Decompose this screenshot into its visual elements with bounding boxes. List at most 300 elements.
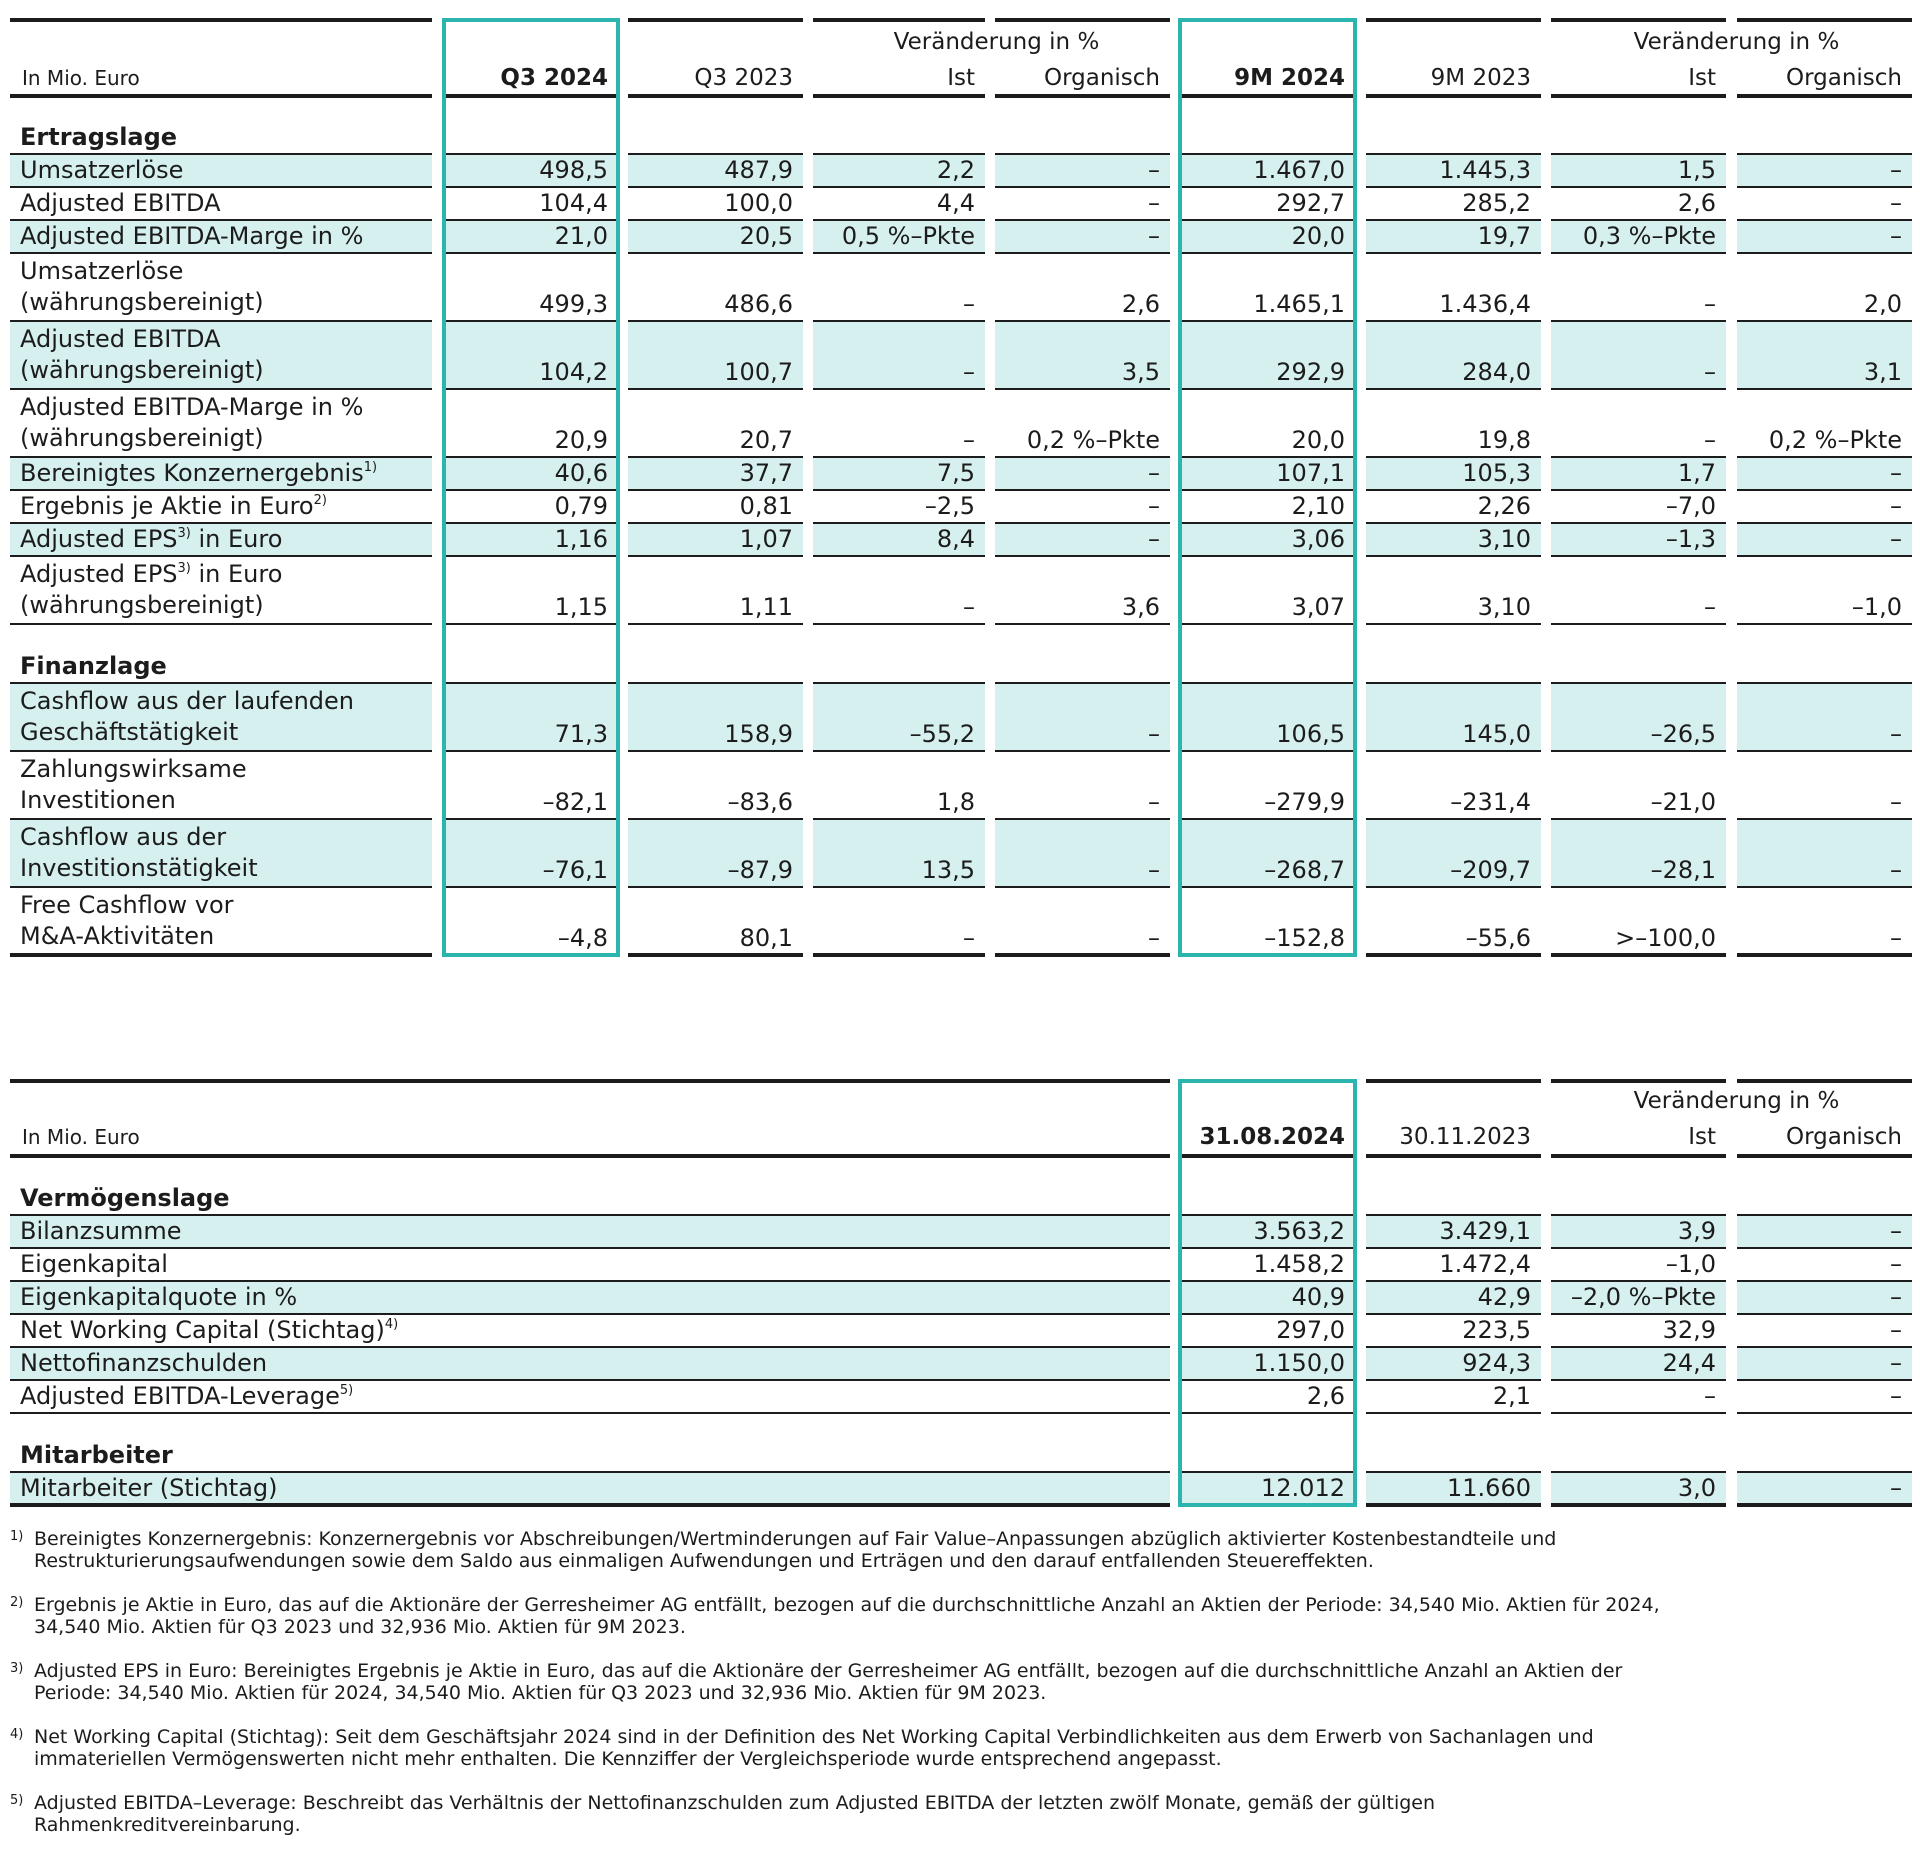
- row-value-cell: 104,2: [444, 322, 618, 388]
- row-value-cell: –2,5: [924, 492, 975, 520]
- row-value-cell: 0,3 %–Pkte: [1551, 221, 1726, 252]
- footnote-marker: 4): [10, 1727, 24, 1742]
- row-value-cell: –: [995, 684, 1170, 750]
- row-label-suffix: in Euro: [190, 525, 283, 553]
- row-value-cell: 1,16: [444, 524, 618, 555]
- table-bottom-rule: [1366, 1503, 1541, 1507]
- row-value-cell: 24,4: [1551, 1348, 1726, 1379]
- row-rule: [1551, 1412, 1726, 1414]
- col-header-9m-2023: 9M 2023: [1430, 65, 1531, 91]
- table-top-rule: [10, 18, 432, 22]
- row-value-cell: –: [1890, 189, 1902, 217]
- row-value-cell: 3,1: [1737, 322, 1912, 388]
- row-label-line: [20, 754, 432, 785]
- col-group-change-percent: Veränderung in %: [893, 29, 1100, 55]
- row-label-text: Eigenkapitalquote in %: [20, 1283, 298, 1311]
- row-value-cell: 4,4: [936, 189, 975, 217]
- footnote: [10, 1528, 1910, 1572]
- footnote-text-line: 34,540 Mio. Aktien für Q3 2023 und 32,936 Mio. Aktien für 9M 2023.: [34, 1616, 686, 1638]
- row-value-cell: 3,5: [995, 322, 1170, 388]
- row-value-cell: –: [963, 593, 975, 621]
- row-label: [10, 458, 432, 489]
- row-value-cell: –2,0 %–Pkte: [1551, 1282, 1726, 1313]
- row-label-line: [20, 458, 432, 489]
- table-bottom-rule: [1551, 953, 1726, 957]
- footnote-text-line: Adjusted EBITDA–Leverage: Beschreibt das Verhältnis der Nettofinanzschulden zum Adjusted EBITDA der letzten zwölf Monate, gemäß der gültigen: [34, 1792, 1436, 1814]
- row-label-text: Umsatzerlöse: [20, 257, 184, 285]
- row-value-cell: 40,9: [1180, 1282, 1355, 1313]
- footnote-text-line: Ergebnis je Aktie in Euro, das auf die Aktionäre der Gerresheimer AG entfällt, bezogen auf die durchschnittliche Anzahl an Aktien der Periode: 34,540 Mio. Aktien für 2024,: [34, 1594, 1660, 1616]
- row-value-cell: 21,0: [444, 221, 618, 252]
- row-rule: [1551, 623, 1726, 625]
- row-value-cell: 499,3: [539, 290, 608, 318]
- header-bottom-rule: [995, 94, 1170, 98]
- row-label-text: Bilanzsumme: [20, 1217, 182, 1245]
- row-value-cell: –: [1737, 820, 1912, 886]
- row-value-cell: 297,0: [1276, 1316, 1345, 1344]
- row-label-line: [20, 155, 432, 186]
- header-bottom-rule: [1180, 1154, 1355, 1158]
- table-top-rule: [10, 1079, 1170, 1083]
- row-label-text: Adjusted EBITDA-Marge in %: [20, 222, 364, 250]
- row-value-cell: 158,9: [628, 684, 803, 750]
- row-label-line: [20, 524, 432, 555]
- header-bottom-rule: [1737, 94, 1912, 98]
- table-top-rule: [1366, 1079, 1541, 1083]
- row-label-line-2: Investitionen: [20, 786, 176, 814]
- row-label-text: Adjusted EBITDA: [20, 189, 221, 217]
- table-bottom-rule: [1366, 953, 1541, 957]
- table-top-rule: [1551, 1079, 1726, 1083]
- row-value-cell: 292,7: [1276, 189, 1345, 217]
- row-value-cell: 32,9: [1662, 1316, 1716, 1344]
- row-value-cell: 1,8: [936, 788, 975, 816]
- row-value-cell: 11.660: [1366, 1473, 1541, 1504]
- row-value-cell: 3,6: [1121, 593, 1160, 621]
- table-bottom-rule: [1737, 953, 1912, 957]
- footnote-ref: 2): [313, 493, 327, 508]
- row-label-text: Nettofinanzschulden: [20, 1349, 268, 1377]
- row-label: [10, 1282, 1170, 1313]
- row-value-cell: –268,7: [1180, 820, 1355, 886]
- row-value-cell: 1,7: [1551, 458, 1726, 489]
- row-value-cell: 71,3: [444, 684, 618, 750]
- row-value-cell: –: [1737, 524, 1912, 555]
- row-value-cell: 1.472,4: [1439, 1250, 1531, 1278]
- header-bottom-rule: [444, 94, 618, 98]
- row-label: [10, 820, 432, 886]
- row-value-cell: –152,8: [1264, 924, 1345, 952]
- row-value-cell: –231,4: [1450, 788, 1531, 816]
- row-value-cell: –83,6: [727, 788, 793, 816]
- row-label-text: Adjusted EBITDA: [20, 325, 221, 353]
- row-value-cell: 2,6: [1677, 189, 1716, 217]
- row-value-cell: 3,9: [1551, 1216, 1726, 1247]
- col-header-9m-2024: 9M 2024: [1234, 65, 1345, 91]
- row-label-text: Umsatzerlöse: [20, 156, 184, 184]
- row-label-text: Cashflow aus der laufenden: [20, 687, 355, 715]
- col-header-ist: Ist: [947, 65, 975, 91]
- row-value-cell: –28,1: [1551, 820, 1726, 886]
- row-label-line: [20, 256, 432, 287]
- row-value-cell: 1,5: [1551, 155, 1726, 186]
- row-label: [10, 155, 432, 186]
- row-value-cell: –76,1: [444, 820, 618, 886]
- row-label-text: Cashflow aus der: [20, 823, 227, 851]
- row-value-cell: 0,79: [554, 492, 608, 520]
- row-label-line-2: Geschäftstätigkeit: [20, 718, 239, 746]
- row-value-cell: 13,5: [813, 820, 985, 886]
- row-value-cell: –: [1737, 684, 1912, 750]
- row-label: [10, 390, 432, 456]
- footnote-ref: 5): [339, 1383, 354, 1398]
- row-value-cell: –: [995, 524, 1170, 555]
- row-label: [10, 1381, 1170, 1412]
- row-rule: [444, 954, 618, 956]
- col-group-change-percent: Veränderung in %: [1633, 29, 1840, 55]
- row-label-line: [20, 491, 432, 522]
- row-label-line: [20, 324, 432, 355]
- row-value-cell: –: [1737, 1348, 1912, 1379]
- row-value-cell: 100,7: [628, 322, 803, 388]
- row-value-cell: 0,81: [739, 492, 793, 520]
- row-value-cell: 3.563,2: [1180, 1216, 1355, 1247]
- row-value-cell: 1,15: [554, 593, 608, 621]
- row-value-cell: 292,9: [1180, 322, 1355, 388]
- row-value-cell: 285,2: [1462, 189, 1531, 217]
- row-value-cell: 2,1: [1492, 1382, 1531, 1410]
- row-value-cell: –1,0: [1851, 593, 1902, 621]
- row-value-cell: 2,6: [1306, 1382, 1345, 1410]
- table-top-rule: [1551, 18, 1726, 22]
- row-label-suffix: in Euro: [190, 560, 283, 588]
- col-header-date-prior: 30.11.2023: [1399, 1124, 1531, 1150]
- row-value-cell: –7,0: [1665, 492, 1716, 520]
- row-value-cell: –: [1890, 1382, 1902, 1410]
- col-group-change-percent: Veränderung in %: [1633, 1088, 1840, 1114]
- row-label-text: Adjusted EPS: [20, 560, 178, 588]
- row-value-cell: 284,0: [1366, 322, 1541, 388]
- row-label: [10, 491, 432, 522]
- row-value-cell: 19,7: [1366, 221, 1541, 252]
- table-bottom-rule: [10, 1503, 1170, 1507]
- row-label-line: [20, 392, 432, 423]
- row-value-cell: 1.467,0: [1180, 155, 1355, 186]
- row-value-cell: –279,9: [1264, 788, 1345, 816]
- footnote-text-line: Restrukturierungsaufwendungen sowie dem Saldo aus einmaligen Aufwendungen und Erträgen und den darauf entfallenden Steuereffekten.: [34, 1550, 1374, 1572]
- row-value-cell: 106,5: [1180, 684, 1355, 750]
- row-value-cell: 3,06: [1180, 524, 1355, 555]
- row-label-text: Bereinigtes Konzernergebnis: [20, 459, 364, 487]
- row-value-cell: 8,4: [813, 524, 985, 555]
- col-header-q3-2024: Q3 2024: [500, 65, 608, 91]
- table-top-rule: [813, 18, 985, 22]
- row-value-cell: –21,0: [1650, 788, 1716, 816]
- row-label-text: Adjusted EBITDA-Marge in %: [20, 393, 364, 421]
- footnote: [10, 1792, 1910, 1836]
- row-label-text: Adjusted EPS: [20, 525, 178, 553]
- row-label: [10, 221, 432, 252]
- row-label-line-2: (währungsbereinigt): [20, 424, 264, 452]
- footnote-ref: 3): [177, 561, 191, 576]
- col-header-ist: Ist: [1688, 65, 1716, 91]
- row-value-cell: –: [963, 924, 975, 952]
- row-label: [10, 752, 432, 818]
- row-value-cell: 0,2 %–Pkte: [1768, 426, 1902, 454]
- row-value-cell: –: [1890, 1250, 1902, 1278]
- table-bottom-rule: [995, 953, 1170, 957]
- row-label-text: Ergebnis je Aktie in Euro: [20, 492, 314, 520]
- row-value-cell: 19,8: [1477, 426, 1531, 454]
- row-value-cell: 3,0: [1551, 1473, 1726, 1504]
- row-value-cell: 1.436,4: [1439, 290, 1531, 318]
- row-value-cell: –1,3: [1551, 524, 1726, 555]
- footnote-text-line: Adjusted EPS in Euro: Bereinigtes Ergebnis je Aktie in Euro, das auf die Aktionäre der Gerresheimer AG entfällt, bezogen auf die durchschnittliche Anzahl an Aktien der: [34, 1660, 1623, 1682]
- footnote: [10, 1660, 1910, 1704]
- header-bottom-rule: [1366, 94, 1541, 98]
- row-label-line: [20, 890, 432, 921]
- row-value-cell: 498,5: [444, 155, 618, 186]
- row-value-cell: –209,7: [1366, 820, 1541, 886]
- row-value-cell: 223,5: [1462, 1316, 1531, 1344]
- row-label: [10, 888, 432, 954]
- row-label-text: Eigenkapital: [20, 1250, 168, 1278]
- row-value-cell: 1,07: [628, 524, 803, 555]
- col-header-date-current: 31.08.2024: [1199, 1124, 1345, 1150]
- footnote-text-line: immateriellen Vermögenswerten nicht mehr enthalten. Die Kennziffer der Vergleichsperiode wurde entsprechend angepasst.: [34, 1748, 1222, 1770]
- section-title: Ertragslage: [20, 123, 178, 151]
- row-rule: [1737, 1412, 1912, 1414]
- row-label-text: Zahlungswirksame: [20, 755, 247, 783]
- row-label-text: Net Working Capital (Stichtag): [20, 1316, 385, 1344]
- table-bottom-rule: [628, 953, 803, 957]
- row-value-cell: 104,4: [539, 189, 608, 217]
- col-header-organisch: Organisch: [1043, 65, 1160, 91]
- row-value-cell: 40,6: [444, 458, 618, 489]
- row-value-cell: 80,1: [739, 924, 793, 952]
- footnote-text-line: Rahmenkreditvereinbarung.: [34, 1814, 301, 1836]
- row-label: [10, 684, 432, 750]
- row-value-cell: –4,8: [557, 924, 608, 952]
- row-label-line-2: (währungsbereinigt): [20, 288, 264, 316]
- row-value-cell: –: [1737, 458, 1912, 489]
- header-bottom-rule: [813, 94, 985, 98]
- row-value-cell: –: [1148, 189, 1160, 217]
- row-value-cell: 0,5 %–Pkte: [813, 221, 985, 252]
- row-value-cell: –: [1704, 1382, 1716, 1410]
- row-label: [10, 557, 432, 623]
- footnote-marker: 1): [10, 1529, 24, 1544]
- unit-label: In Mio. Euro: [22, 66, 140, 90]
- row-label-line: [20, 188, 432, 219]
- row-label: [10, 1348, 1170, 1379]
- row-label-text: Adjusted EBITDA-Leverage: [20, 1382, 340, 1410]
- row-value-cell: –: [995, 221, 1170, 252]
- row-value-cell: –: [1890, 1316, 1902, 1344]
- row-label-line: [20, 559, 432, 590]
- header-bottom-rule: [1366, 1154, 1541, 1158]
- row-value-cell: –: [1704, 426, 1716, 454]
- section-title: Mitarbeiter: [20, 1441, 173, 1469]
- row-value-cell: >–100,0: [1615, 924, 1716, 952]
- row-value-cell: 20,0: [1291, 426, 1345, 454]
- table-top-rule: [1737, 1079, 1912, 1083]
- row-value-cell: 3,10: [1366, 524, 1541, 555]
- row-rule: [813, 623, 985, 625]
- footnote: [10, 1594, 1910, 1638]
- row-value-cell: –: [1148, 924, 1160, 952]
- row-value-cell: 20,0: [1180, 221, 1355, 252]
- row-label: [10, 524, 432, 555]
- footnote-marker: 3): [10, 1661, 24, 1676]
- row-value-cell: 105,3: [1366, 458, 1541, 489]
- row-label-line-2: (währungsbereinigt): [20, 356, 264, 384]
- row-value-cell: 107,1: [1180, 458, 1355, 489]
- row-rule: [1180, 623, 1355, 625]
- row-label: [10, 1473, 1170, 1504]
- row-value-cell: 20,9: [554, 426, 608, 454]
- row-value-cell: 1.150,0: [1180, 1348, 1355, 1379]
- row-value-cell: 100,0: [724, 189, 793, 217]
- row-value-cell: 487,9: [628, 155, 803, 186]
- col-header-q3-2023: Q3 2023: [694, 65, 793, 91]
- header-bottom-rule: [1551, 94, 1726, 98]
- section-title: Finanzlage: [20, 652, 167, 680]
- row-value-cell: 20,5: [628, 221, 803, 252]
- header-bottom-rule: [1180, 94, 1355, 98]
- footnote-text-line: Periode: 34,540 Mio. Aktien für 2024, 34,540 Mio. Aktien für Q3 2023 und 32,936 Mio. Aktien für 9M 2023.: [34, 1682, 1047, 1704]
- footnote-marker: 2): [10, 1595, 24, 1610]
- row-rule: [1366, 623, 1541, 625]
- row-value-cell: –: [1704, 593, 1716, 621]
- row-value-cell: –87,9: [628, 820, 803, 886]
- header-bottom-rule: [1551, 1154, 1726, 1158]
- table-top-rule: [1737, 18, 1912, 22]
- row-label-line: [20, 822, 432, 853]
- row-value-cell: –: [1890, 788, 1902, 816]
- row-label-line-2: Investitionstätigkeit: [20, 854, 258, 882]
- table-bottom-rule: [10, 953, 432, 957]
- col-header-organisch: Organisch: [1785, 1124, 1902, 1150]
- table-bottom-rule: [1737, 1503, 1912, 1507]
- row-value-cell: –: [1551, 322, 1726, 388]
- row-label-line: [20, 686, 432, 717]
- row-rule: [444, 623, 618, 625]
- table-top-rule: [628, 18, 803, 22]
- footnote-ref: 4): [384, 1317, 399, 1332]
- row-value-cell: –: [963, 426, 975, 454]
- row-rule: [1180, 954, 1355, 956]
- row-label-text: Free Cashflow vor: [20, 891, 234, 919]
- row-value-cell: –: [995, 458, 1170, 489]
- row-value-cell: 2,2: [813, 155, 985, 186]
- row-value-cell: –: [1737, 1282, 1912, 1313]
- row-value-cell: –82,1: [542, 788, 608, 816]
- row-value-cell: –1,0: [1665, 1250, 1716, 1278]
- row-value-cell: 12.012: [1180, 1473, 1355, 1504]
- footnote-text-line: Bereinigtes Konzernergebnis: Konzernergebnis vor Abschreibungen/Wertminderungen auf Fair Value–Anpassungen abzüglich aktivierter Kostenbestandteile und: [34, 1528, 1557, 1550]
- row-value-cell: –: [813, 322, 985, 388]
- row-value-cell: 2,0: [1863, 290, 1902, 318]
- footnote: [10, 1726, 1910, 1770]
- row-value-cell: 145,0: [1366, 684, 1541, 750]
- row-label: [10, 1216, 1170, 1247]
- row-value-cell: 3,10: [1477, 593, 1531, 621]
- row-value-cell: –: [995, 820, 1170, 886]
- row-label-text: Mitarbeiter (Stichtag): [20, 1474, 278, 1502]
- row-value-cell: 1.458,2: [1253, 1250, 1345, 1278]
- table-top-rule: [995, 18, 1170, 22]
- row-rule: [1180, 1412, 1355, 1414]
- row-value-cell: 3,07: [1291, 593, 1345, 621]
- row-value-cell: 3.429,1: [1366, 1216, 1541, 1247]
- footnote-text-line: Net Working Capital (Stichtag): Seit dem Geschäftsjahr 2024 sind in der Definition des Net Working Capital Verbindlichkeiten aus dem Erwerb von Sachanlagen und: [34, 1726, 1594, 1748]
- row-label: [10, 1315, 1170, 1346]
- row-label: [10, 188, 432, 219]
- section-title: Vermögenslage: [20, 1184, 230, 1212]
- table-top-rule: [1366, 18, 1541, 22]
- header-bottom-rule: [1737, 1154, 1912, 1158]
- row-value-cell: 2,26: [1477, 492, 1531, 520]
- footnote-ref: 1): [363, 460, 378, 475]
- row-value-cell: –: [995, 155, 1170, 186]
- row-value-cell: 37,7: [628, 458, 803, 489]
- row-value-cell: –: [1737, 1473, 1912, 1504]
- table-bottom-rule: [1551, 1503, 1726, 1507]
- row-value-cell: –26,5: [1551, 684, 1726, 750]
- row-label: [10, 322, 432, 388]
- row-rule: [1737, 623, 1912, 625]
- row-value-cell: –55,6: [1465, 924, 1531, 952]
- row-value-cell: 486,6: [724, 290, 793, 318]
- row-value-cell: 1,11: [739, 593, 793, 621]
- row-value-cell: –55,2: [813, 684, 985, 750]
- row-value-cell: 42,9: [1366, 1282, 1541, 1313]
- row-value-cell: –: [1148, 788, 1160, 816]
- unit-label: In Mio. Euro: [22, 1125, 140, 1149]
- col-header-organisch: Organisch: [1785, 65, 1902, 91]
- row-value-cell: –: [1148, 492, 1160, 520]
- row-rule: [1366, 1412, 1541, 1414]
- row-label-line-2: (währungsbereinigt): [20, 591, 264, 619]
- row-value-cell: 2,6: [1121, 290, 1160, 318]
- row-value-cell: 0,2 %–Pkte: [1026, 426, 1160, 454]
- row-label: [10, 1249, 1170, 1280]
- table-bottom-rule: [813, 953, 985, 957]
- row-value-cell: –: [963, 290, 975, 318]
- row-value-cell: –: [1890, 492, 1902, 520]
- row-value-cell: 924,3: [1366, 1348, 1541, 1379]
- row-rule: [995, 623, 1170, 625]
- row-value-cell: 7,5: [813, 458, 985, 489]
- row-value-cell: 2,10: [1291, 492, 1345, 520]
- row-label: [10, 254, 432, 320]
- footnote-ref: 3): [177, 526, 191, 541]
- row-value-cell: –: [1737, 221, 1912, 252]
- row-value-cell: –: [1737, 1216, 1912, 1247]
- row-value-cell: –: [1890, 924, 1902, 952]
- row-label-line-2: M&A-Aktivitäten: [20, 922, 215, 950]
- col-header-ist: Ist: [1688, 1124, 1716, 1150]
- row-label-line: [20, 221, 432, 252]
- header-bottom-rule: [628, 94, 803, 98]
- row-value-cell: –: [1704, 290, 1716, 318]
- row-rule: [1180, 1504, 1355, 1506]
- row-value-cell: 1.465,1: [1253, 290, 1345, 318]
- row-value-cell: –: [1737, 155, 1912, 186]
- row-rule: [628, 623, 803, 625]
- row-value-cell: 1.445,3: [1366, 155, 1541, 186]
